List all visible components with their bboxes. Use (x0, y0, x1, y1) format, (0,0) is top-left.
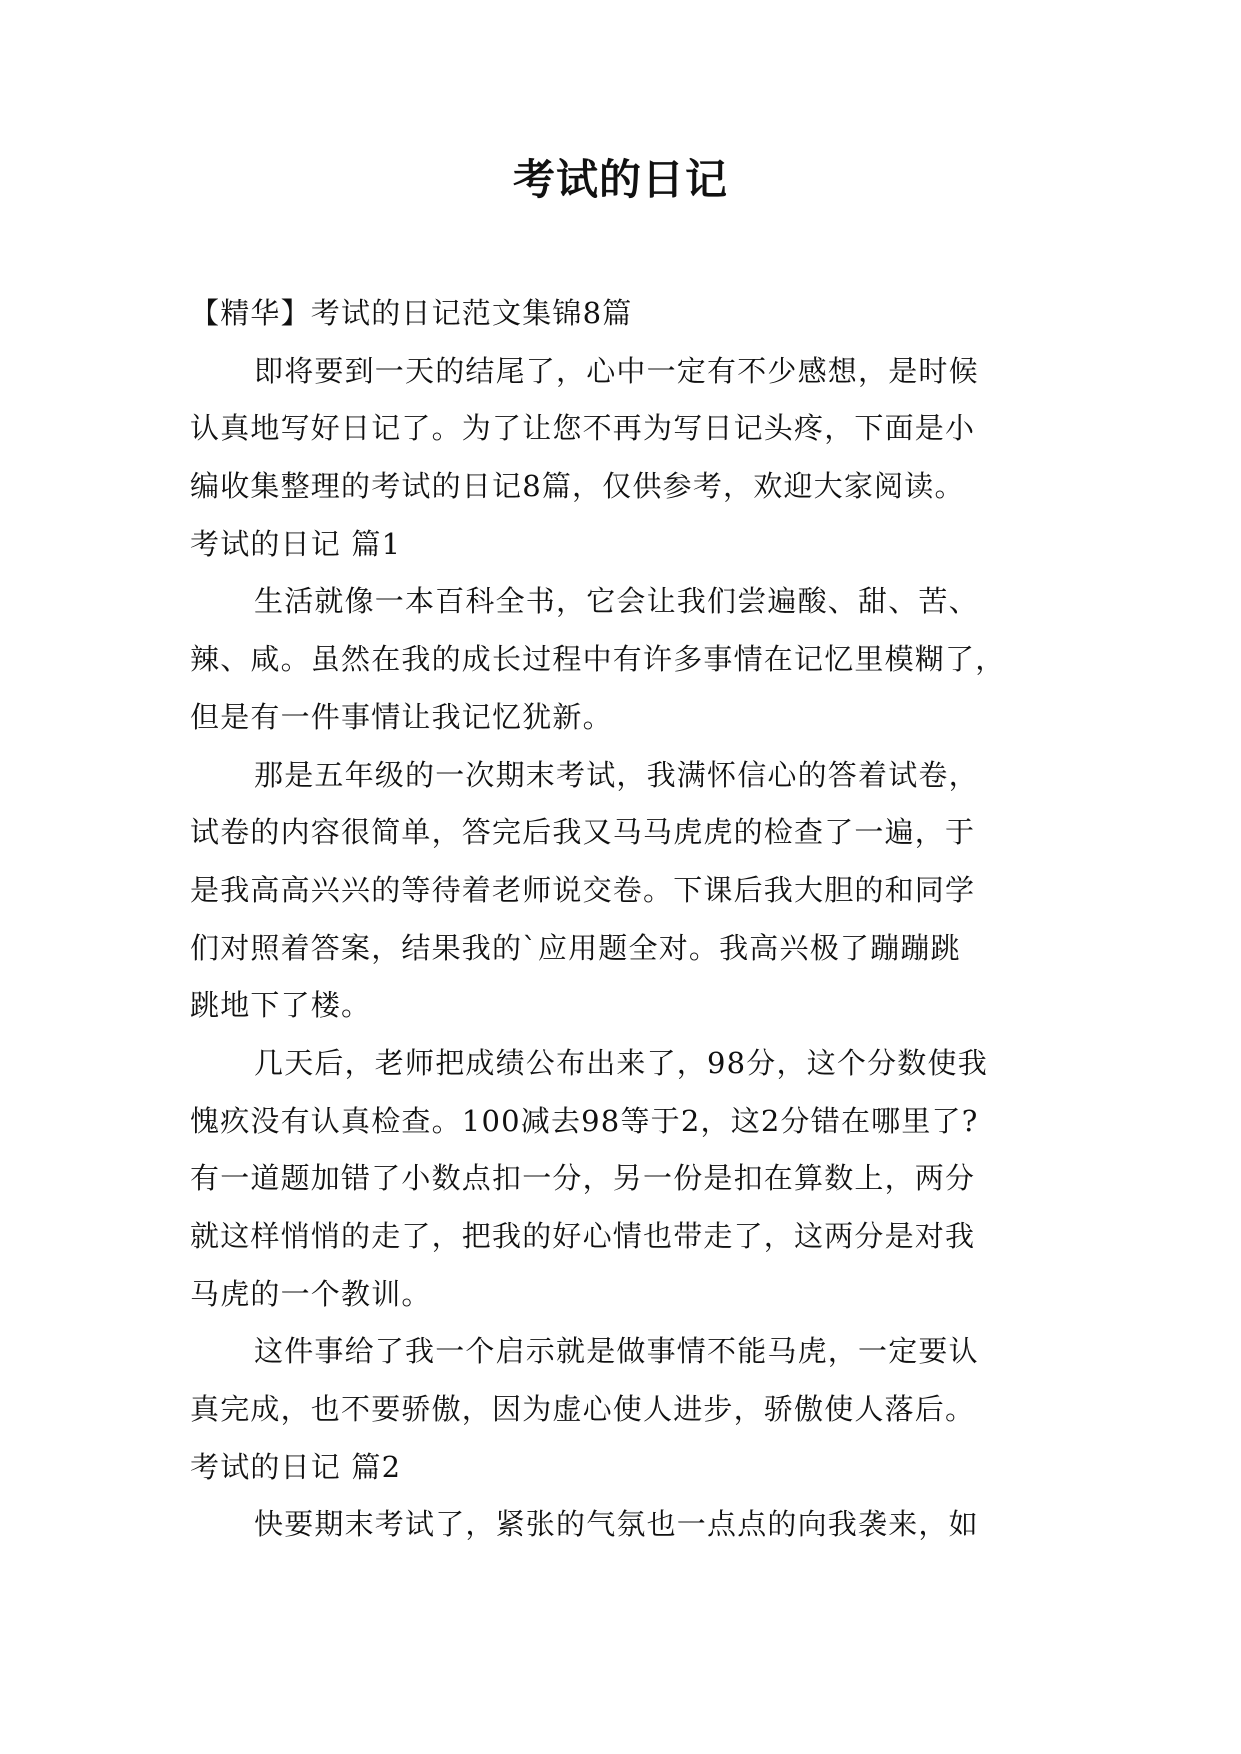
paragraph-line: 跳地下了楼。 (190, 988, 372, 1023)
paragraph-line: 那是五年级的一次期末考试，我满怀信心的答着试卷， (254, 757, 979, 792)
document-body (190, 285, 1070, 1554)
paragraph-line: 试卷的内容很简单，答完后我又马马虎虎的检查了一遍，于 (190, 815, 976, 850)
subtitle-line: 【精华】考试的日记范文集锦8篇 (190, 296, 633, 330)
paragraph-line: 快要期末考试了，紧张的气氛也一点点的向我袭来，如 (254, 1507, 979, 1542)
paragraph-line: 这件事给了我一个启示就是做事情不能马虎，一定要认 (254, 1334, 979, 1369)
intro-line-3: 编收集整理的考试的日记8篇，仅供参考，欢迎大家阅读。 (190, 469, 965, 504)
paragraph-line: 是我高高兴兴的等待着老师说交卷。下课后我大胆的和同学 (190, 872, 976, 907)
paragraph-line: 就这样悄悄的走了，把我的好心情也带走了，这两分是对我 (190, 1219, 976, 1253)
paragraph-line: 马虎的一个教训。 (190, 1276, 432, 1311)
intro-line-1: 即将要到一天的结尾了，心中一定有不少感想，是时候 (254, 353, 979, 388)
paragraph-line: 有一道题加错了小数点扣一分，另一份是扣在算数上，两分 (190, 1161, 976, 1196)
section-heading-1: 考试的日记 篇1 (190, 526, 402, 561)
paragraph-line: 真完成，也不要骄傲，因为虚心使人进步，骄傲使人落后。 (190, 1392, 976, 1427)
paragraph-line: 但是有一件事情让我记忆犹新。 (190, 699, 613, 734)
paragraph-line: 们对照着答案，结果我的`应用题全对。我高兴极了蹦蹦跳 (190, 930, 961, 965)
section-heading-2: 考试的日记 篇2 (190, 1449, 402, 1484)
paragraph-line: 愧疚没有认真检查。100减去98等于2，这2分错在哪里了? (190, 1103, 979, 1138)
paragraph-line: 几天后，老师把成绩公布出来了，98分，这个分数使我 (254, 1045, 988, 1080)
intro-line-2: 认真地写好日记了。为了让您不再为写日记头疼，下面是小 (190, 411, 976, 446)
paragraph-line: 生活就像一本百科全书，它会让我们尝遍酸、甜、苦、 (254, 584, 979, 619)
paragraph-line: 辣、咸。虽然在我的成长过程中有许多事情在记忆里模糊了， (190, 642, 1006, 677)
document-title: 考试的日记 (512, 155, 728, 204)
